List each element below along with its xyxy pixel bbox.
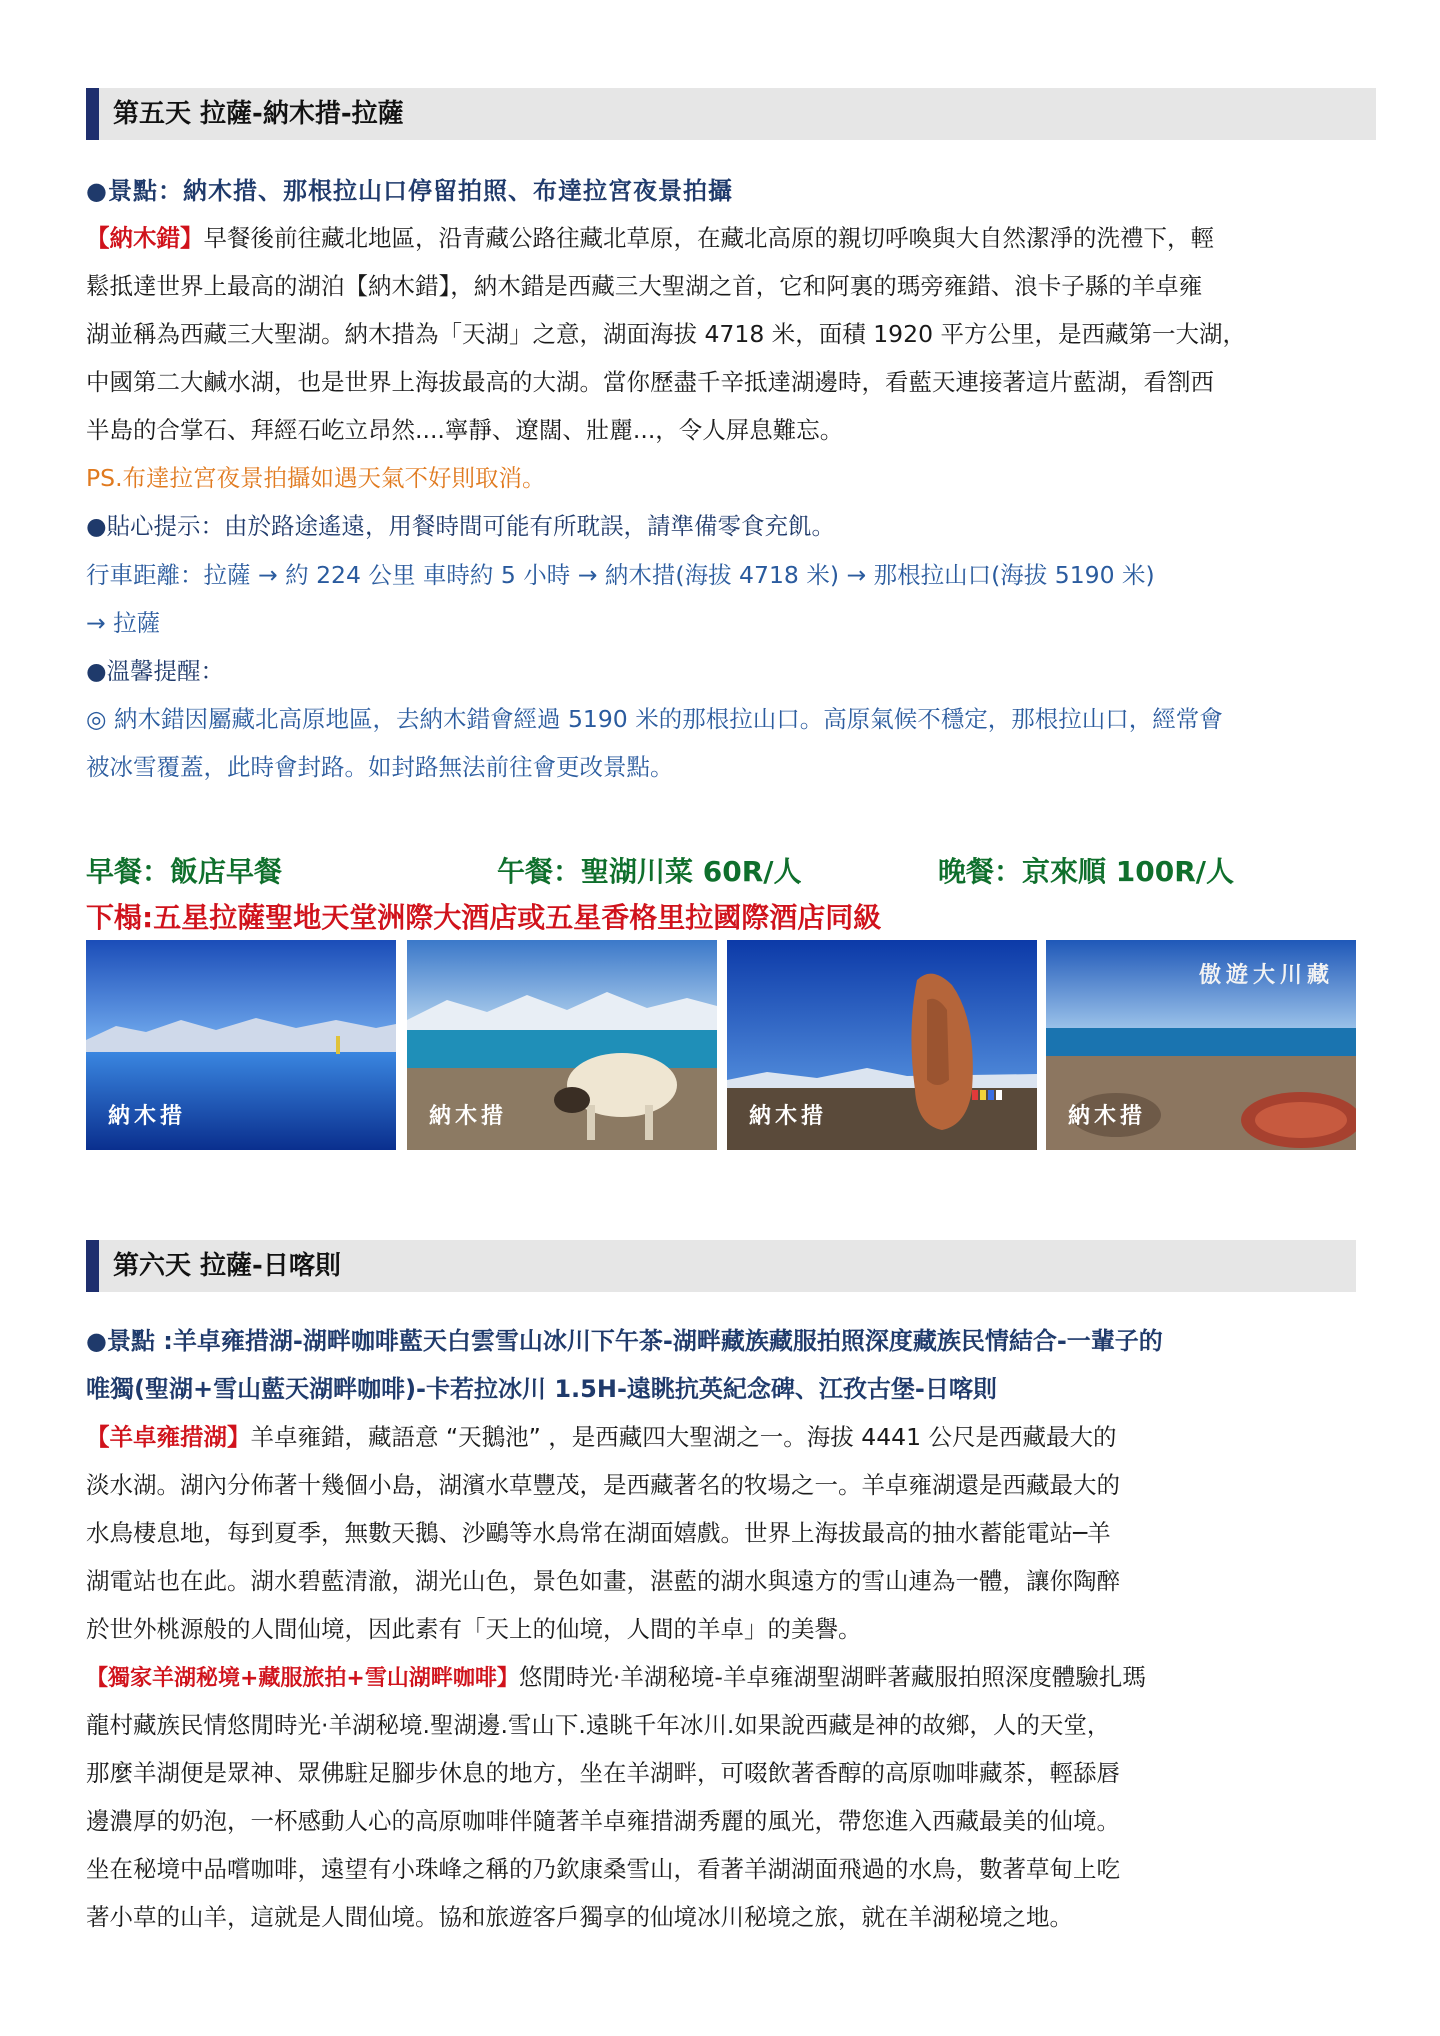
day5-route-line-2: → 拉薩	[86, 609, 161, 637]
day6-yamdrok-line-1	[86, 1422, 1117, 1452]
day5-namtso-line-4: 中國第二大鹹水湖，也是世界上海拔最高的大湖。當你歷盡千辛抵達湖邊時，看藍天連接著這片藍湖，看劄西	[86, 368, 1214, 396]
day6-exclusive-line-6: 著小草的山羊，這就是人間仙境。協和旅遊客戶獨享的仙境冰川秘境之旅，就在羊湖秘境之地。	[86, 1903, 1073, 1931]
hotel-info: 下榻:五星拉薩聖地天堂洲際大酒店或五星香格里拉國際酒店同級	[86, 901, 882, 934]
photo-watermark: 傲遊大川藏	[1198, 962, 1334, 988]
meal-dinner: 晚餐：京來順 100R/人	[938, 855, 1234, 888]
day5-tip: ●貼心提示：由於路途遙遠，用餐時間可能有所耽誤，請準備零食充飢。	[86, 512, 836, 540]
day6-exclusive-line-5: 坐在秘境中品嚐咖啡，遠望有小珠峰之稱的乃欽康桑雪山，看著羊湖湖面飛過的水鳥，數著草甸上吃	[86, 1855, 1120, 1883]
day6-exclusive-line-2: 龍村藏族民情悠閒時光·羊湖秘境.聖湖邊.雪山下.遠眺千年冰川.如果說西藏是神的故鄉，人的天堂，	[86, 1711, 1111, 1739]
day5-reminder-title: ●溫馨提醒：	[86, 657, 225, 685]
photo-caption: 納木措	[1068, 1103, 1147, 1129]
day6-exclusive-line-4: 邊濃厚的奶泡，一杯感動人心的高原咖啡伴隨著羊卓雍措湖秀麗的風光，帶您進入西藏最美的仙境。	[86, 1807, 1120, 1835]
day6-yamdrok-line-5: 於世外桃源般的人間仙境，因此素有「天上的仙境，人間的羊卓」的美譽。	[86, 1615, 862, 1643]
day5-reminder-line-1: ◎ 納木錯因屬藏北高原地區，去納木錯會經過 5190 米的那根拉山口。高原氣候不穩定，那根拉山口，經常會	[86, 705, 1223, 733]
day5-route-line-1: 行車距離：拉薩 → 約 224 公里 車時約 5 小時 → 納木措(海拔 4718 米) → 那根拉山口(海拔 5190 米)	[86, 561, 1155, 589]
namtso-tag: 【納木錯】	[86, 224, 204, 252]
day5-namtso-line-3: 湖並稱為西藏三大聖湖。納木措為「天湖」之意，湖面海拔 4718 米，面積 1920 平方公里，是西藏第一大湖，	[86, 320, 1246, 348]
yamdrok-text-1: 羊卓雍錯，藏語意 “天鵝池” ，是西藏四大聖湖之一。海拔 4441 公尺是西藏最大的	[250, 1423, 1117, 1451]
photo-caption: 納木措	[429, 1103, 508, 1129]
exclusive-text-1: 悠閒時光·羊湖秘境-羊卓雍湖聖湖畔著藏服拍照深度體驗扎瑪	[518, 1663, 1146, 1691]
day6-yamdrok-line-4: 湖電站也在此。湖水碧藍清澈，湖光山色，景色如畫，湛藍的湖水與遠方的雪山連為一體，讓你陶醉	[86, 1567, 1120, 1595]
photo-yak-lakeside	[407, 940, 717, 1150]
yamdrok-tag: 【羊卓雍措湖】	[86, 1423, 251, 1451]
photo-mani-stones	[1046, 940, 1356, 1150]
day6-sights-line-1: ●景點 :羊卓雍措湖-湖畔咖啡藍天白雲雪山冰川下午茶-湖畔藏族藏服拍照深度藏族民情結合-一輩子的	[86, 1327, 1163, 1355]
meal-breakfast: 早餐：飯店早餐	[86, 855, 283, 888]
day6-sights-line-2: 唯獨(聖湖+雪山藍天湖畔咖啡)-卡若拉冰川 1.5H-遠眺抗英紀念碑、江孜古堡-日喀則	[86, 1375, 997, 1403]
photo-caption: 納木措	[108, 1103, 187, 1129]
photo-namtso-lake	[86, 940, 396, 1150]
day6-yamdrok-line-3: 水鳥棲息地，每到夏季，無數天鵝、沙鷗等水鳥常在湖面嬉戲。世界上海拔最高的抽水蓄能電站─羊	[86, 1519, 1111, 1547]
photo-caption: 納木措	[749, 1103, 828, 1129]
day5-sights-title: ●景點：納木措、那根拉山口停留拍照、布達拉宮夜景拍攝	[86, 177, 733, 205]
exclusive-tag: 【獨家羊湖秘境+藏服旅拍+雪山湖畔咖啡】	[86, 1666, 519, 1691]
day5-namtso-line-1	[86, 223, 1214, 253]
day6-exclusive-line-3: 那麼羊湖便是眾神、眾佛駐足腳步休息的地方，坐在羊湖畔，可啜飲著香醇的高原咖啡藏茶，輕舔唇	[86, 1759, 1120, 1787]
day5-namtso-line-5: 半島的合掌石、拜經石屹立昂然....寧靜、遼闊、壯麗...，令人屏息難忘。	[86, 416, 844, 444]
day5-header: 第五天 拉薩-納木措-拉薩	[86, 88, 1376, 140]
namtso-text-1: 早餐後前往藏北地區，沿青藏公路往藏北草原，在藏北高原的親切呼喚與大自然潔淨的洗禮下，輕	[203, 224, 1214, 252]
day5-namtso-line-2: 鬆抵達世界上最高的湖泊【納木錯】，納木錯是西藏三大聖湖之首，它和阿裏的瑪旁雍錯、浪卡子縣的羊卓雍	[86, 272, 1203, 300]
photo-palm-rock	[727, 940, 1037, 1150]
day6-exclusive-line-1	[86, 1662, 1146, 1694]
meal-lunch: 午餐：聖湖川菜 60R/人	[497, 855, 802, 888]
day5-reminder-line-2: 被冰雪覆蓋，此時會封路。如封路無法前往會更改景點。	[86, 753, 674, 781]
day6-yamdrok-line-2: 淡水湖。湖內分佈著十幾個小島，湖濱水草豐茂，是西藏著名的牧場之一。羊卓雍湖還是西藏最大的	[86, 1471, 1120, 1499]
day6-header: 第六天 拉薩-日喀則	[86, 1240, 1356, 1292]
day5-ps-note: PS.布達拉宮夜景拍攝如遇天氣不好則取消。	[86, 464, 546, 492]
